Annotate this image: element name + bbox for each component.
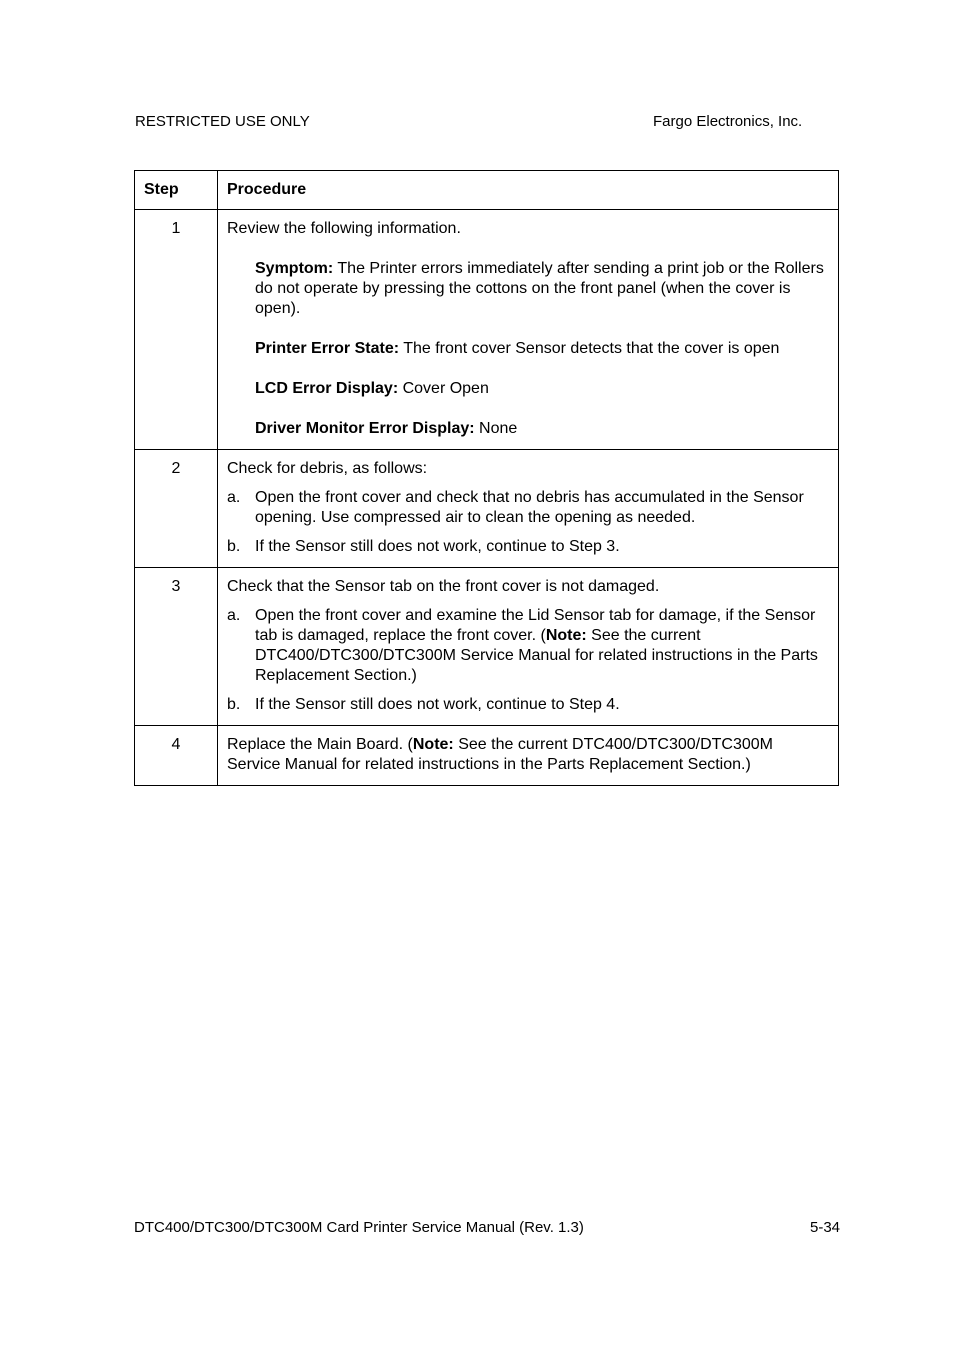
page-number: 5-34 bbox=[810, 1219, 841, 1236]
list-marker: b. bbox=[227, 538, 241, 555]
text-segment: Open the front cover and examine the Lid Sensor tab for damage, if the Sensor tab is damaged, replace the front cover. ( bbox=[255, 607, 816, 644]
list-text bbox=[255, 606, 829, 686]
column-header-step: Step bbox=[135, 171, 218, 210]
field-text: None bbox=[474, 420, 518, 437]
field-driver-monitor-error-display bbox=[255, 419, 829, 439]
procedure-intro: Review the following information. bbox=[227, 220, 461, 237]
list-text: If the Sensor still does not work, continue to Step 4. bbox=[255, 696, 620, 713]
field-printer-error-state bbox=[255, 339, 829, 359]
text-segment: See the current DTC400/DTC300/DTC300M Service Manual for related instructions in the Parts Replacement Section.) bbox=[255, 627, 818, 684]
text-segment: See the current DTC400/DTC300/DTC300M Service Manual for related instructions in the Parts Replacement Section.) bbox=[227, 736, 774, 773]
procedure-intro: Check for debris, as follows: bbox=[227, 460, 428, 477]
field-label: Printer Error State: bbox=[255, 340, 400, 357]
field-text: The Printer errors immediately after sending a print job or the Rollers do not operate by pressing the cottons on the front panel (when the cover is open). bbox=[255, 260, 824, 317]
field-lcd-error-display bbox=[255, 379, 829, 399]
field-label: Driver Monitor Error Display: bbox=[255, 420, 475, 437]
procedure-cell bbox=[218, 210, 839, 450]
table-row bbox=[135, 450, 839, 568]
note-label: Note: bbox=[412, 736, 454, 753]
footer-left: DTC400/DTC300/DTC300M Card Printer Service Manual (Rev. 1.3) bbox=[134, 1219, 584, 1236]
list-item bbox=[227, 606, 829, 686]
procedure-cell bbox=[218, 450, 839, 568]
procedure-intro: Check that the Sensor tab on the front cover is not damaged. bbox=[227, 578, 660, 595]
field-symptom bbox=[255, 259, 829, 319]
list-item bbox=[227, 488, 829, 528]
table-row bbox=[135, 210, 839, 450]
procedure-text bbox=[227, 735, 829, 775]
list-text: If the Sensor still does not work, continue to Step 3. bbox=[255, 538, 620, 555]
table-row bbox=[135, 568, 839, 726]
header-left: RESTRICTED USE ONLY bbox=[135, 113, 310, 130]
column-header-procedure: Procedure bbox=[218, 171, 839, 210]
list-marker: b. bbox=[227, 696, 241, 713]
text-segment: Replace the Main Board. ( bbox=[227, 736, 413, 753]
note-label: Note: bbox=[545, 627, 587, 644]
step-number: 1 bbox=[135, 210, 218, 450]
field-text: The front cover Sensor detects that the cover is open bbox=[399, 340, 780, 357]
field-label: LCD Error Display: bbox=[255, 380, 399, 397]
procedure-table bbox=[134, 170, 839, 786]
table-row bbox=[135, 726, 839, 786]
list-item bbox=[227, 537, 829, 557]
step-number: 3 bbox=[135, 568, 218, 726]
list-text: Open the front cover and check that no debris has accumulated in the Sensor opening. Use compressed air to clean the opening as needed. bbox=[255, 489, 804, 526]
table-header-row bbox=[135, 171, 839, 210]
procedure-cell bbox=[218, 568, 839, 726]
list-item bbox=[227, 695, 829, 715]
step-number: 4 bbox=[135, 726, 218, 786]
procedure-cell bbox=[218, 726, 839, 786]
header-right: Fargo Electronics, Inc. bbox=[653, 113, 803, 130]
field-text: Cover Open bbox=[398, 380, 489, 397]
list-marker: a. bbox=[227, 489, 241, 506]
step-number: 2 bbox=[135, 450, 218, 568]
list-marker: a. bbox=[227, 607, 241, 624]
field-label: Symptom: bbox=[255, 260, 334, 277]
